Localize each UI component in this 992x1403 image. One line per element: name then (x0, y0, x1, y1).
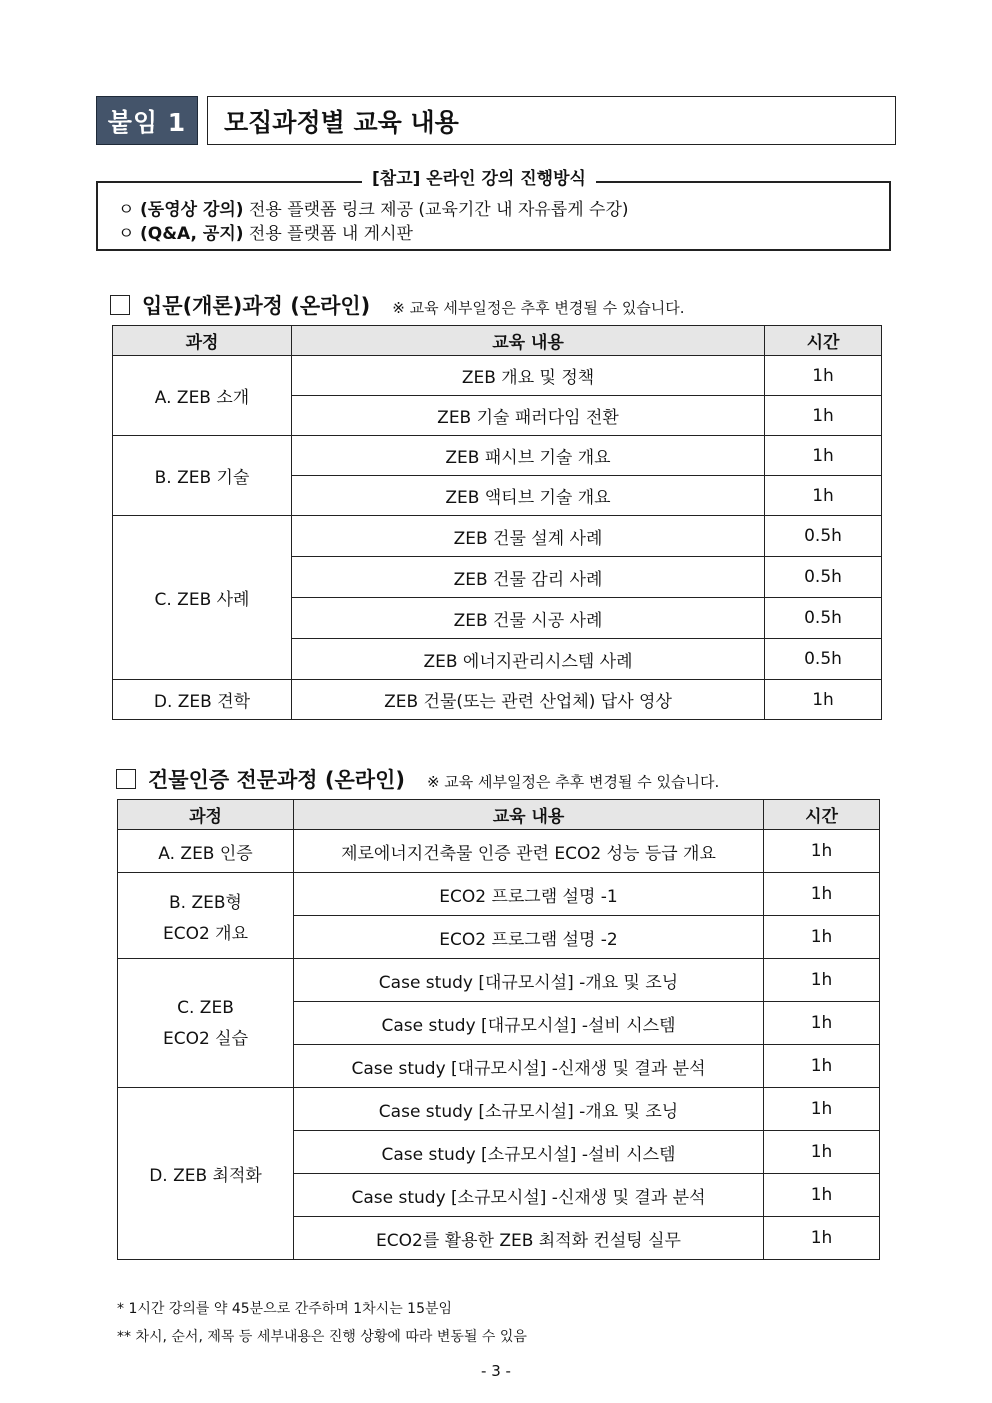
table-row (118, 959, 880, 1002)
attachment-badge: 붙임 1 (96, 96, 198, 145)
checkbox-square-icon (110, 295, 130, 315)
section1-note: ※ 교육 세부일정은 추후 변경될 수 있습니다. (392, 299, 685, 317)
header-time: 시간 (765, 326, 882, 356)
header-content: 교육 내용 (294, 800, 764, 830)
section1-heading (110, 290, 685, 320)
time-cell: 1h (764, 1002, 880, 1045)
time-cell: 1h (764, 1088, 880, 1131)
reference-item-video (118, 198, 629, 222)
header-course: 과정 (118, 800, 294, 830)
table-row (118, 830, 880, 873)
course-cell: C. ZEB 사례 (113, 516, 292, 680)
content-cell: ZEB 패시브 기술 개요 (292, 436, 765, 476)
content-cell: ZEB 건물 시공 사례 (292, 598, 765, 639)
course-cell: A. ZEB 소개 (113, 356, 292, 436)
content-cell: 제로에너지건축물 인증 관련 ECO2 성능 등급 개요 (294, 830, 764, 873)
time-cell: 0.5h (765, 598, 882, 639)
table-row (118, 873, 880, 916)
time-cell: 1h (764, 830, 880, 873)
course-cell: D. ZEB 견학 (113, 680, 292, 720)
time-cell: 0.5h (765, 516, 882, 557)
section2-heading (116, 764, 719, 794)
content-cell: ECO2를 활용한 ZEB 최적화 컨설팅 실무 (294, 1217, 764, 1260)
content-cell: Case study [소규모시설] -개요 및 조닝 (294, 1088, 764, 1131)
time-cell: 1h (765, 396, 882, 436)
reference-item-text: 전용 플랫폼 내 게시판 (243, 224, 413, 244)
bullet-icon: ㅇ (118, 224, 135, 244)
content-cell: ZEB 에너지관리시스템 사례 (292, 639, 765, 680)
page-title: 모집과정별 교육 내용 (207, 96, 896, 145)
content-cell: Case study [대규모시설] -신재생 및 결과 분석 (294, 1045, 764, 1088)
time-cell: 1h (765, 476, 882, 516)
footnote-2: ** 차시, 순서, 제목 등 세부내용은 진행 상황에 따라 변동될 수 있음 (117, 1329, 527, 1345)
course-line: C. ZEB (177, 997, 234, 1018)
course-cell: A. ZEB 인증 (118, 830, 294, 873)
time-cell: 1h (765, 436, 882, 476)
bullet-icon: ㅇ (118, 200, 135, 220)
time-cell: 1h (764, 873, 880, 916)
time-cell: 1h (764, 1131, 880, 1174)
reference-item-label: (Q&A, 공지) (140, 224, 244, 244)
section2-title: 건물인증 전문과정 (온라인) (148, 768, 405, 792)
checkbox-square-icon (116, 769, 136, 789)
section2-note: ※ 교육 세부일정은 추후 변경될 수 있습니다. (426, 773, 720, 791)
table-row (113, 680, 882, 720)
section1-title: 입문(개론)과정 (온라인) (142, 294, 371, 318)
page-number: - 3 - (481, 1362, 511, 1380)
header-course: 과정 (113, 326, 292, 356)
reference-title: [참고] 온라인 강의 진행방식 (362, 167, 596, 191)
footnote-1: * 1시간 강의를 약 45분으로 간주하며 1차시는 15분임 (117, 1301, 453, 1317)
course-line: ECO2 개요 (162, 923, 249, 944)
table-row (118, 1088, 880, 1131)
content-cell: Case study [대규모시설] -설비 시스템 (294, 1002, 764, 1045)
table-header-row (113, 326, 882, 356)
section2-table (117, 799, 880, 1260)
content-cell: Case study [대규모시설] -개요 및 조닝 (294, 959, 764, 1002)
content-cell: ZEB 건물 설계 사례 (292, 516, 765, 557)
time-cell: 1h (764, 1174, 880, 1217)
time-cell: 1h (764, 1217, 880, 1260)
course-cell (118, 873, 294, 959)
time-cell: 1h (764, 1045, 880, 1088)
content-cell: ZEB 건물(또는 관련 산업체) 답사 영상 (292, 680, 765, 720)
table-row (113, 436, 882, 476)
header-content: 교육 내용 (292, 326, 765, 356)
time-cell: 1h (765, 680, 882, 720)
content-cell: Case study [소규모시설] -설비 시스템 (294, 1131, 764, 1174)
time-cell: 0.5h (765, 557, 882, 598)
course-cell (118, 959, 294, 1088)
course-cell: D. ZEB 최적화 (118, 1088, 294, 1260)
course-cell: B. ZEB 기술 (113, 436, 292, 516)
time-cell: 1h (764, 959, 880, 1002)
table-row (113, 516, 882, 557)
time-cell: 0.5h (765, 639, 882, 680)
content-cell: ECO2 프로그램 설명 -2 (294, 916, 764, 959)
table-row (113, 356, 882, 396)
reference-item-label: (동영상 강의) (140, 200, 244, 220)
content-cell: ZEB 액티브 기술 개요 (292, 476, 765, 516)
table-header-row (118, 800, 880, 830)
content-cell: ZEB 기술 패러다임 전환 (292, 396, 765, 436)
reference-item-text: 전용 플랫폼 링크 제공 (교육기간 내 자유롭게 수강) (243, 200, 629, 220)
content-cell: Case study [소규모시설] -신재생 및 결과 분석 (294, 1174, 764, 1217)
content-cell: ECO2 프로그램 설명 -1 (294, 873, 764, 916)
course-line: B. ZEB형 (169, 892, 242, 913)
section1-table (112, 325, 882, 720)
header-time: 시간 (764, 800, 880, 830)
time-cell: 1h (764, 916, 880, 959)
time-cell: 1h (765, 356, 882, 396)
content-cell: ZEB 개요 및 정책 (292, 356, 765, 396)
content-cell: ZEB 건물 감리 사례 (292, 557, 765, 598)
course-line: ECO2 실습 (162, 1028, 249, 1049)
reference-item-qna (118, 222, 413, 246)
